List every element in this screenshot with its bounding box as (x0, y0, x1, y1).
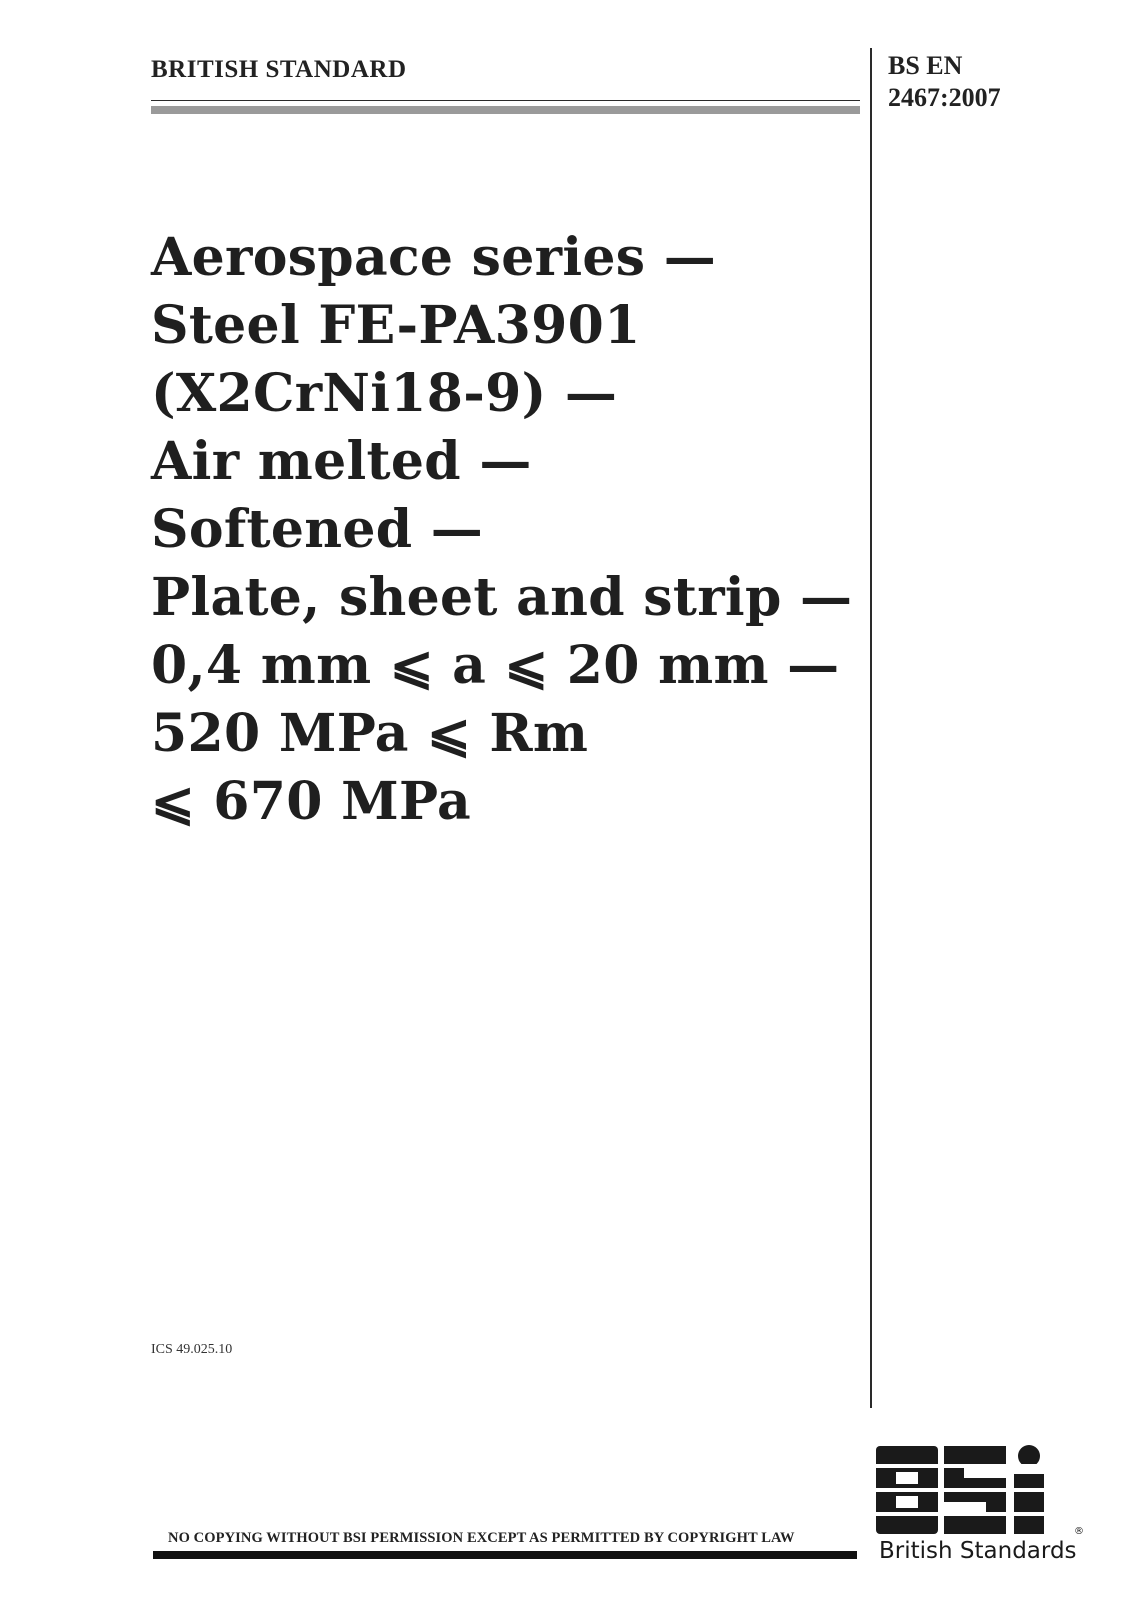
series-label: BRITISH STANDARD (151, 56, 407, 83)
document-number-line2: 2467:2007 (888, 83, 1001, 112)
title-line: (X2CrNi18-9) — (151, 363, 618, 424)
footer-rule (153, 1551, 857, 1559)
title-line: Plate, sheet and strip — (151, 567, 853, 628)
title-line: Steel FE-PA3901 (151, 295, 641, 356)
ics-code: ICS 49.025.10 (151, 1342, 233, 1357)
header-rule-thin (151, 100, 860, 101)
bsi-tagline: British Standards (879, 1538, 1077, 1564)
title-line: 0,4 mm ⩽ a ⩽ 20 mm — (151, 635, 840, 696)
header-rule-thick (151, 106, 860, 114)
title-line: ⩽ 670 MPa (151, 771, 471, 832)
document-title (151, 224, 856, 836)
vertical-divider (870, 48, 872, 1408)
document-number-line1: BS EN (888, 51, 963, 80)
title-line: Softened — (151, 499, 484, 560)
title-line: Aerospace series — (151, 227, 717, 288)
title-line: Air melted — (151, 431, 532, 492)
registered-mark: ® (1074, 1526, 1084, 1537)
bsi-wordmark-icon (876, 1444, 1084, 1538)
copyright-notice: NO COPYING WITHOUT BSI PERMISSION EXCEPT AS PERMITTED BY COPYRIGHT LAW (168, 1530, 795, 1546)
title-line: 520 MPa ⩽ Rm (151, 703, 589, 764)
document-number (888, 50, 1001, 114)
